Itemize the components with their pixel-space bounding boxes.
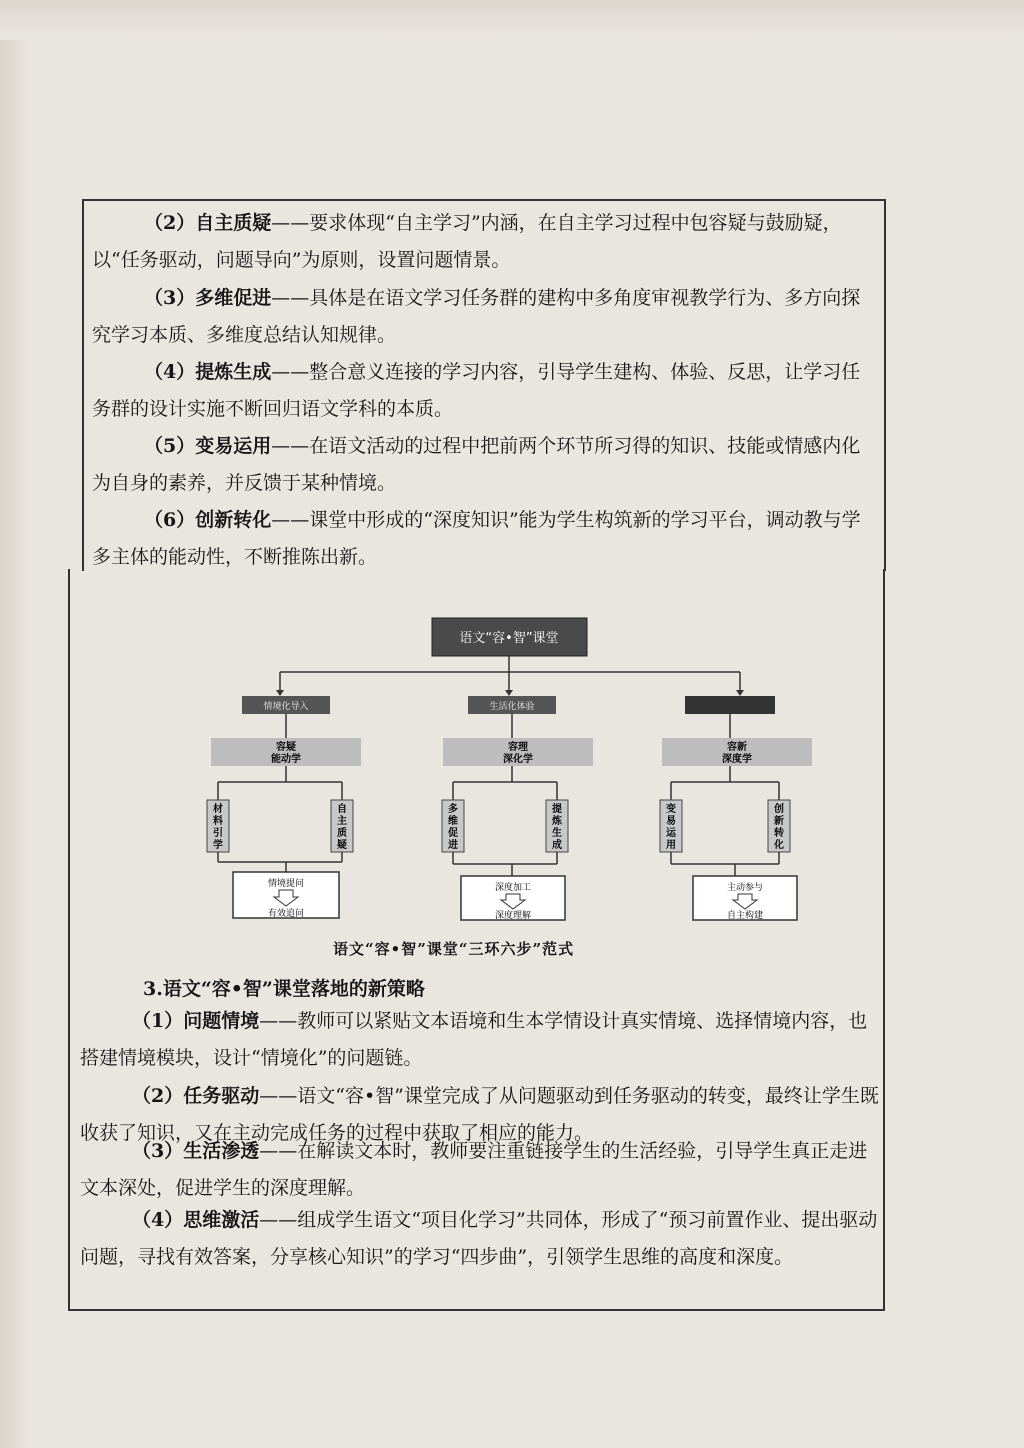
mode-line-3a: 容新	[727, 742, 747, 753]
item-term: 任务驱动	[183, 1085, 260, 1107]
paragraph-strategy-3	[80, 1133, 880, 1207]
svg-text:成: 成	[552, 840, 562, 851]
item-term: 变易运用	[195, 435, 272, 457]
stage-label-2: 生活化体验	[489, 702, 535, 712]
three-rings-six-steps-diagram	[195, 610, 835, 930]
item-number: （2）	[144, 212, 196, 234]
section-title: 3.语文“容•智”课堂落地的新策略	[143, 978, 425, 1000]
stage-box-3	[685, 696, 775, 714]
svg-text:转: 转	[774, 828, 784, 839]
branch-2	[442, 696, 593, 921]
outcome-top-3: 主动参与	[726, 883, 764, 893]
item-term: 自主质疑	[195, 212, 272, 234]
item-text: ——整合意义连接的学习内容，引导学生建构、体验、反思，让学习任务群的设计实施不断回归语文学科的本质。	[92, 361, 861, 420]
mode-line-2b: 深化学	[503, 754, 533, 765]
svg-text:学: 学	[213, 840, 223, 851]
item-term: 创新转化	[195, 509, 272, 531]
svg-text:促: 促	[448, 828, 458, 839]
branch-1	[207, 696, 361, 919]
item-text: ——要求体现“自主学习”内涵，在自主学习过程中包容疑与鼓励疑，以“任务驱动，问题导向”为原则，设置问题情景。	[92, 212, 842, 271]
svg-text:质: 质	[337, 828, 347, 839]
svg-text:炼: 炼	[552, 816, 562, 827]
item-number: （5）	[144, 435, 196, 457]
item-text: ——语文“容•智”课堂完成了从问题驱动到任务驱动的转变，最终让学生既收获了知识，又在主动完成任务的过程中获取了相应的能力。	[80, 1085, 879, 1144]
item-number: （3）	[144, 287, 196, 309]
item-term: 生活渗透	[183, 1140, 260, 1162]
paragraph-item-2	[92, 205, 877, 279]
svg-text:提: 提	[552, 804, 562, 815]
svg-text:主: 主	[337, 816, 347, 827]
item-term: 多维促进	[195, 287, 272, 309]
diagram-caption: 语文“容•智”课堂“三环六步”范式	[333, 940, 575, 958]
paragraph-item-3	[92, 280, 877, 354]
svg-text:用: 用	[666, 840, 676, 851]
svg-text:运: 运	[666, 828, 676, 839]
svg-text:疑: 疑	[337, 840, 347, 851]
outcome-top-1: 情境提问	[267, 879, 305, 889]
mode-line-2a: 容理	[508, 742, 528, 753]
item-text: ——教师可以紧贴文本语境和生本学情设计真实情境、选择情境内容，也搭建情境模块，设计“情境化”的问题链。	[80, 1010, 868, 1069]
item-number: （6）	[144, 509, 196, 531]
svg-text:维: 维	[448, 816, 458, 827]
svg-text:引: 引	[213, 828, 223, 839]
item-text: ——在解读文本时，教师要注重链接学生的生活经验，引导学生真正走进文本深处，促进学生的深度理解。	[80, 1140, 868, 1199]
outcome-bottom-3: 自主构建	[726, 911, 764, 921]
stage-label-1: 情境化导入	[263, 702, 309, 712]
svg-text:易: 易	[666, 816, 676, 827]
page-top-shadow	[0, 0, 1024, 40]
svg-text:新: 新	[774, 816, 784, 827]
svg-text:料: 料	[213, 816, 223, 827]
svg-text:进: 进	[448, 840, 458, 851]
branch-3	[660, 696, 812, 921]
outcome-bottom-2: 深度理解	[494, 911, 532, 921]
paragraph-item-4	[92, 354, 877, 428]
item-number: （4）	[132, 1209, 184, 1231]
outcome-bottom-1: 有效追问	[267, 909, 305, 919]
item-number: （4）	[144, 361, 196, 383]
svg-text:变: 变	[666, 804, 676, 815]
item-term: 问题情境	[183, 1010, 260, 1032]
paragraph-strategy-4	[80, 1202, 880, 1276]
item-number: （3）	[132, 1140, 184, 1162]
svg-text:自: 自	[337, 804, 347, 815]
mode-line-3b: 深度学	[722, 754, 752, 765]
item-term: 提炼生成	[195, 361, 272, 383]
item-number: （1）	[132, 1010, 184, 1032]
root-label: 语文“容•智”课堂	[459, 631, 559, 646]
item-text: ——具体是在语文学习任务群的建构中多角度审视教学行为、多方向探究学习本质、多维度总结认知规律。	[92, 287, 861, 346]
outcome-top-2: 深度加工	[494, 883, 532, 893]
paragraph-item-6	[92, 502, 877, 576]
item-text: ——课堂中形成的“深度知识”能为学生构筑新的学习平台，调动教与学多主体的能动性，不断推陈出新。	[92, 509, 861, 568]
item-term: 思维激活	[183, 1209, 260, 1231]
svg-text:化: 化	[774, 840, 784, 851]
svg-text:创: 创	[774, 804, 784, 815]
mode-line-1a: 容疑	[276, 742, 296, 753]
page-edge-shadow	[0, 0, 30, 1448]
svg-text:材: 材	[213, 804, 223, 815]
item-text: ——组成学生语文“项目化学习”共同体，形成了“预习前置作业、提出驱动问题，寻找有效答案，分享核心知识”的学习“四步曲”，引领学生思维的高度和深度。	[80, 1209, 878, 1268]
svg-text:多: 多	[448, 804, 458, 815]
mode-line-1b: 能动学	[271, 754, 301, 765]
paragraph-item-5	[92, 428, 877, 502]
svg-text:生: 生	[552, 828, 562, 839]
item-number: （2）	[132, 1085, 184, 1107]
paragraph-strategy-1	[80, 1003, 880, 1077]
item-text: ——在语文活动的过程中把前两个环节所习得的知识、技能或情感内化为自身的素养，并反馈于某种情境。	[92, 435, 861, 494]
